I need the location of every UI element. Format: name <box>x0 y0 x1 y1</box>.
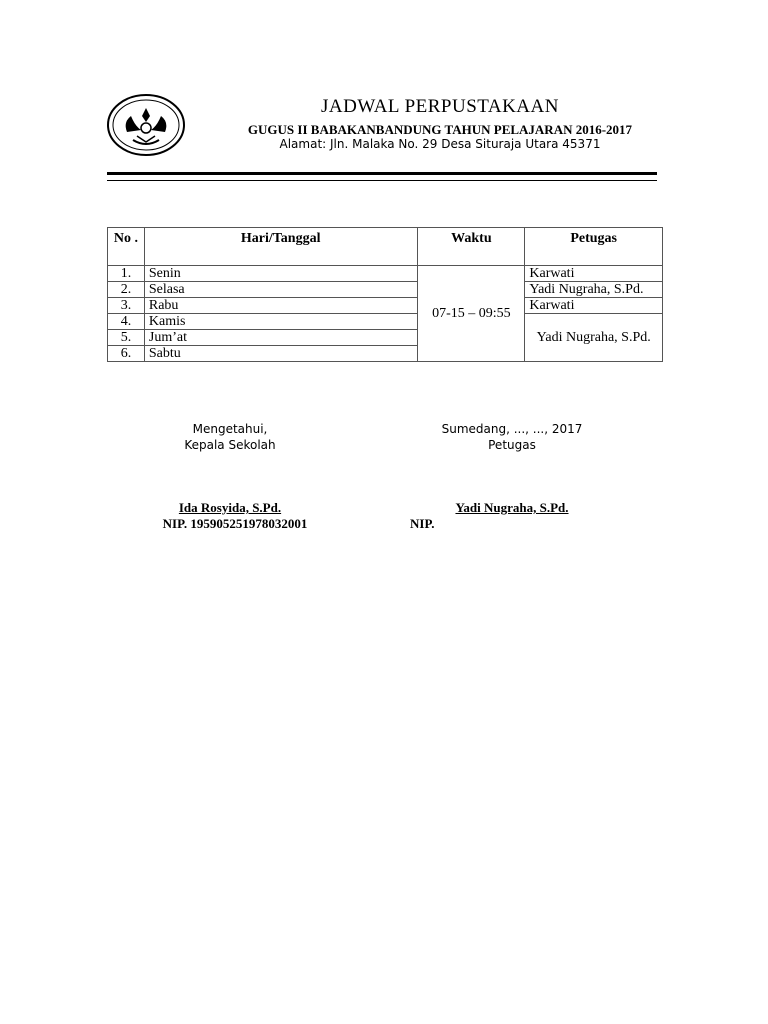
row-day: Jum’at <box>144 330 418 346</box>
document-subtitle: GUGUS II BABAKANBANDUNG TAHUN PELAJARAN 2016-2017 <box>247 122 633 137</box>
time-cell: 07-15 – 09:55 <box>418 266 525 362</box>
row-officer: Yadi Nugraha, S.Pd. <box>525 282 663 298</box>
document-title: JADWAL PERPUSTAKAAN <box>321 96 559 117</box>
row-day: Rabu <box>144 298 418 314</box>
row-no: 5. <box>108 330 145 346</box>
header-rule-thin <box>107 180 657 181</box>
row-day: Selasa <box>144 282 418 298</box>
table-row <box>108 266 663 282</box>
table-row <box>108 298 663 314</box>
signature-right-name: Yadi Nugraha, S.Pd. <box>455 500 569 515</box>
row-officer: Karwati <box>525 266 663 282</box>
header-officer: Petugas <box>525 228 663 266</box>
row-no: 3. <box>108 298 145 314</box>
signature-right-line2: Petugas <box>488 438 536 452</box>
document-address: Alamat: Jln. Malaka No. 29 Desa Situraja Utara 45371 <box>279 137 601 151</box>
signature-left-line2: Kepala Sekolah <box>184 438 276 452</box>
row-officer: Yadi Nugraha, S.Pd. <box>525 314 663 362</box>
signature-right-nip: NIP. <box>410 516 435 531</box>
header-time: Waktu <box>418 228 525 266</box>
header-rule-thick <box>107 172 657 175</box>
table-header-row <box>108 228 663 266</box>
header-no: No . <box>108 228 145 266</box>
row-day: Kamis <box>144 314 418 330</box>
table-row <box>108 282 663 298</box>
signature-right-line1: Sumedang, ..., ..., 2017 <box>441 422 583 436</box>
row-no: 6. <box>108 346 145 362</box>
schedule-table <box>107 227 663 362</box>
signature-left-line1: Mengetahui, <box>192 422 268 436</box>
tut-wuri-handayani-logo <box>105 92 187 158</box>
row-no: 1. <box>108 266 145 282</box>
row-officer: Karwati <box>525 298 663 314</box>
table-row <box>108 314 663 330</box>
row-no: 4. <box>108 314 145 330</box>
header-day: Hari/Tanggal <box>144 228 418 266</box>
signature-left-nip: NIP. 195905251978032001 <box>162 516 308 531</box>
row-day: Senin <box>144 266 418 282</box>
row-day: Sabtu <box>144 346 418 362</box>
signature-left-name: Ida Rosyida, S.Pd. <box>178 500 282 515</box>
row-no: 2. <box>108 282 145 298</box>
